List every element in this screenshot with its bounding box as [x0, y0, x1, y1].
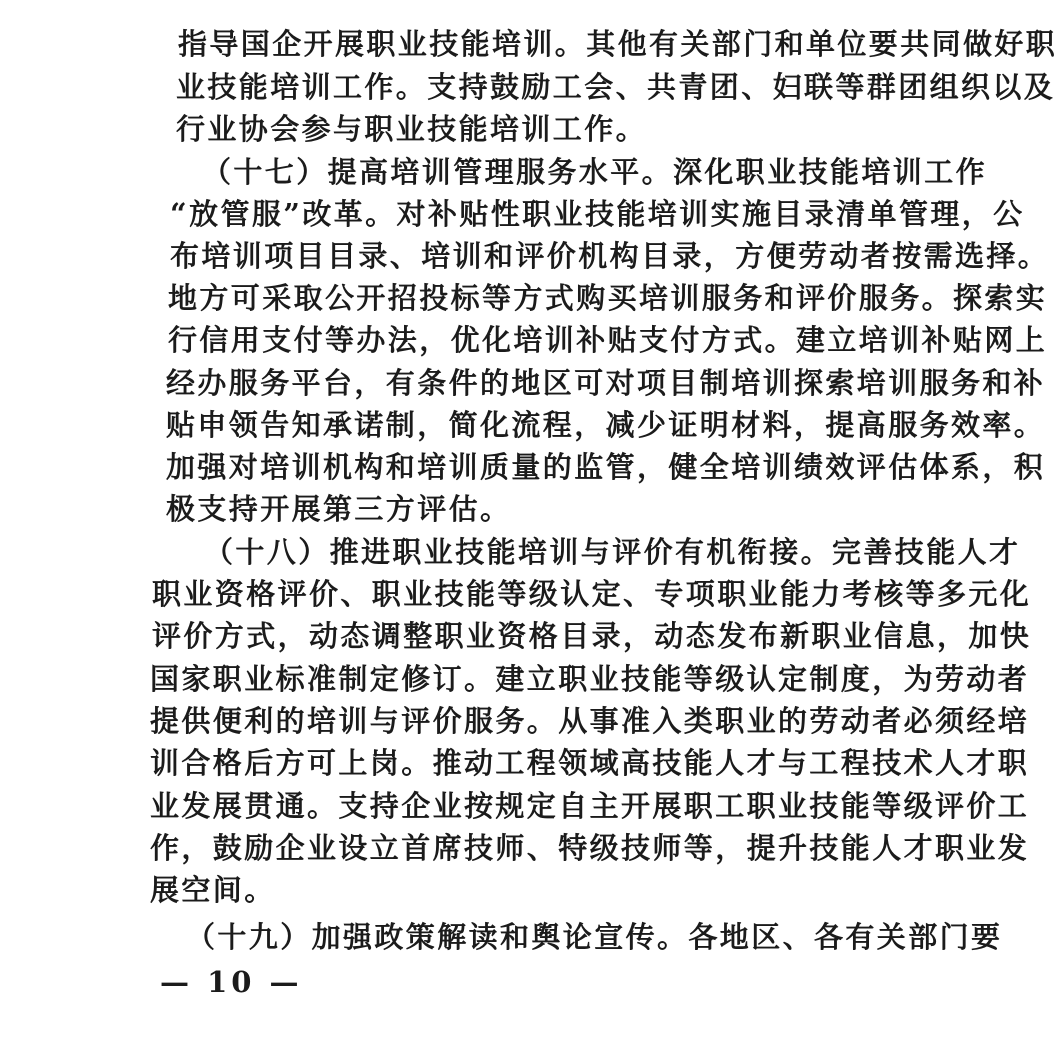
text-line: 职业资格评价、职业技能等级认定、专项职业能力考核等多元化 — [152, 577, 1032, 611]
text-line: 行业协会参与职业技能培训工作。 — [176, 112, 648, 146]
text-line: 地方可采取公开招投标等方式购买培训服务和评价服务。探索实 — [168, 281, 1048, 315]
text-line: （十七）提高培训管理服务水平。深化职业技能培训工作 — [202, 155, 988, 189]
text-line: 作，鼓励企业设立首席技师、特级技师等，提升技能人才职业发 — [150, 831, 1030, 865]
text-line: 评价方式，动态调整职业资格目录，动态发布新职业信息，加快 — [152, 619, 1032, 653]
text-line: （十九）加强政策解读和舆论宣传。各地区、各有关部门要 — [186, 920, 1003, 954]
text-line: 经办服务平台，有条件的地区可对项目制培训探索培训服务和补 — [166, 366, 1046, 400]
text-line: （十八）推进职业技能培训与评价有机衔接。完善技能人才 — [204, 535, 1021, 569]
text-line: 提供便利的培训与评价服务。从事准入类职业的劳动者必须经培 — [150, 704, 1030, 738]
text-line: 业发展贯通。支持企业按规定自主开展职工职业技能等级评价工 — [150, 789, 1030, 823]
text-line: 行信用支付等办法，优化培训补贴支付方式。建立培训补贴网上 — [168, 323, 1048, 357]
text-line: 贴申领告知承诺制，简化流程，减少证明材料，提高服务效率。 — [166, 408, 1046, 442]
text-line: 指导国企开展职业技能培训。其他有关部门和单位要共同做好职 — [178, 27, 1057, 61]
text-line: 展空间。 — [150, 873, 276, 907]
page-number: — 10 — — [160, 965, 303, 999]
text-line: 布培训项目目录、培训和评价机构目录，方便劳动者按需选择。 — [170, 239, 1050, 273]
text-line: 训合格后方可上岗。推动工程领域高技能人才与工程技术人才职 — [150, 746, 1030, 780]
text-line: “放管服”改革。对补贴性职业技能培训实施目录清单管理，公 — [170, 197, 1025, 231]
text-line: 加强对培训机构和培训质量的监管，健全培训绩效评估体系，积 — [166, 450, 1046, 484]
text-line: 业技能培训工作。支持鼓励工会、共青团、妇联等群团组织以及 — [176, 70, 1056, 104]
text-line: 国家职业标准制定修订。建立职业技能等级认定制度，为劳动者 — [150, 662, 1030, 696]
text-line: 极支持开展第三方评估。 — [166, 492, 512, 526]
